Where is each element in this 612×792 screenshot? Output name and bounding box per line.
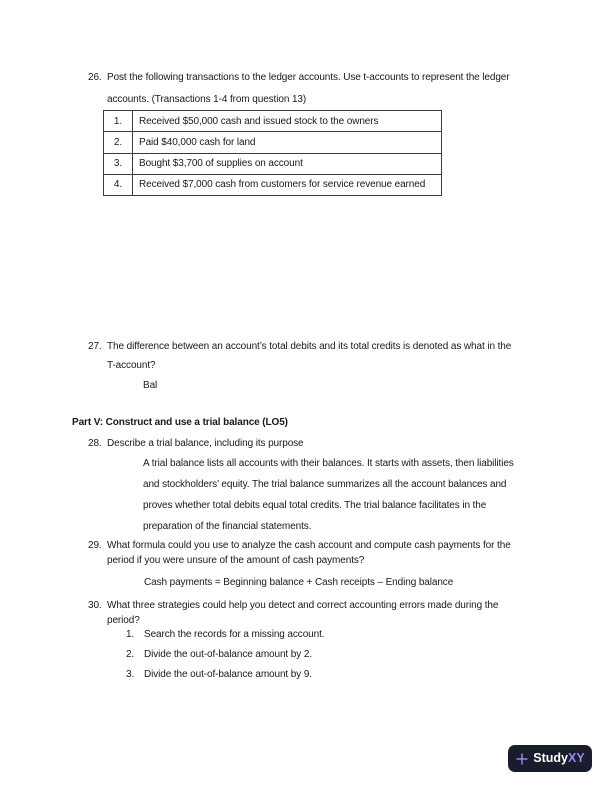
- table-row-number: 2.: [104, 132, 133, 152]
- q29-number: 29.: [88, 540, 102, 551]
- table-row-text: Paid $40,000 cash for land: [139, 136, 256, 148]
- q30-number: 30.: [88, 600, 102, 611]
- q28-question: Describe a trial balance, including its purpose: [107, 438, 304, 449]
- table-row-text: Received $50,000 cash and issued stock to the owners: [139, 115, 379, 127]
- q26-number: 26.: [88, 72, 102, 83]
- q29-line-2: period if you were unsure of the amount of cash payments?: [107, 555, 365, 566]
- q30-item-number: 2.: [126, 649, 135, 660]
- q30-item-text: Divide the out-of-balance amount by 9.: [144, 669, 312, 680]
- q29-answer: Cash payments = Beginning balance + Cash receipts – Ending balance: [144, 577, 454, 588]
- q26-line-1: Post the following transactions to the ledger accounts. Use t-accounts to represent the ledger: [107, 72, 510, 83]
- q26-line-2: accounts. (Transactions 1-4 from question 13): [107, 94, 307, 105]
- plus-icon: [515, 752, 529, 766]
- logo-brand: [533, 752, 584, 765]
- q30-line-2: period?: [107, 615, 140, 626]
- q29-line-1: What formula could you use to analyze the cash account and compute cash payments for the: [107, 540, 511, 551]
- table-row-number: 1.: [104, 111, 133, 131]
- table-row-text: Bought $3,700 of supplies on account: [139, 158, 303, 170]
- table-row: [104, 153, 441, 174]
- q30-item-text: Search the records for a missing account.: [144, 629, 325, 640]
- q30-line-1: What three strategies could help you detect and correct accounting errors made during the: [107, 600, 499, 611]
- q27-number: 27.: [88, 341, 102, 352]
- q30-item-number: 3.: [126, 669, 135, 680]
- q28-answer-line-1: A trial balance lists all accounts with their balances. It starts with assets, then liabilities: [143, 458, 514, 469]
- table-row: [104, 174, 441, 195]
- studyxy-logo: [508, 745, 592, 772]
- table-row-number: 3.: [104, 154, 133, 174]
- q30-item-number: 1.: [126, 629, 135, 640]
- q27-line-1: The difference between an account’s total debits and its total credits is denoted as what in the: [107, 341, 512, 352]
- part-v-heading: Part V: Construct and use a trial balance (LO5): [72, 417, 288, 428]
- table-row-number: 4.: [104, 175, 133, 195]
- table-row: [104, 111, 441, 131]
- q30-item-text: Divide the out-of-balance amount by 2.: [144, 649, 312, 660]
- q28-number: 28.: [88, 438, 102, 449]
- q28-answer-line-3: proves whether total debits equal total credits. The trial balance facilitates in the: [143, 500, 487, 511]
- logo-xy-text: XY: [568, 751, 585, 766]
- logo-study-text: Study: [533, 751, 569, 766]
- table-row: [104, 131, 441, 152]
- q27-line-2: T-account?: [107, 360, 156, 371]
- q27-answer: Bal: [143, 380, 158, 391]
- q28-answer-line-4: preparation of the financial statements.: [143, 521, 312, 532]
- transactions-table: [103, 110, 442, 196]
- q28-answer-line-2: and stockholders’ equity. The trial balance summarizes all the account balances and: [143, 479, 507, 490]
- table-row-text: Received $7,000 cash from customers for service revenue earned: [139, 179, 426, 191]
